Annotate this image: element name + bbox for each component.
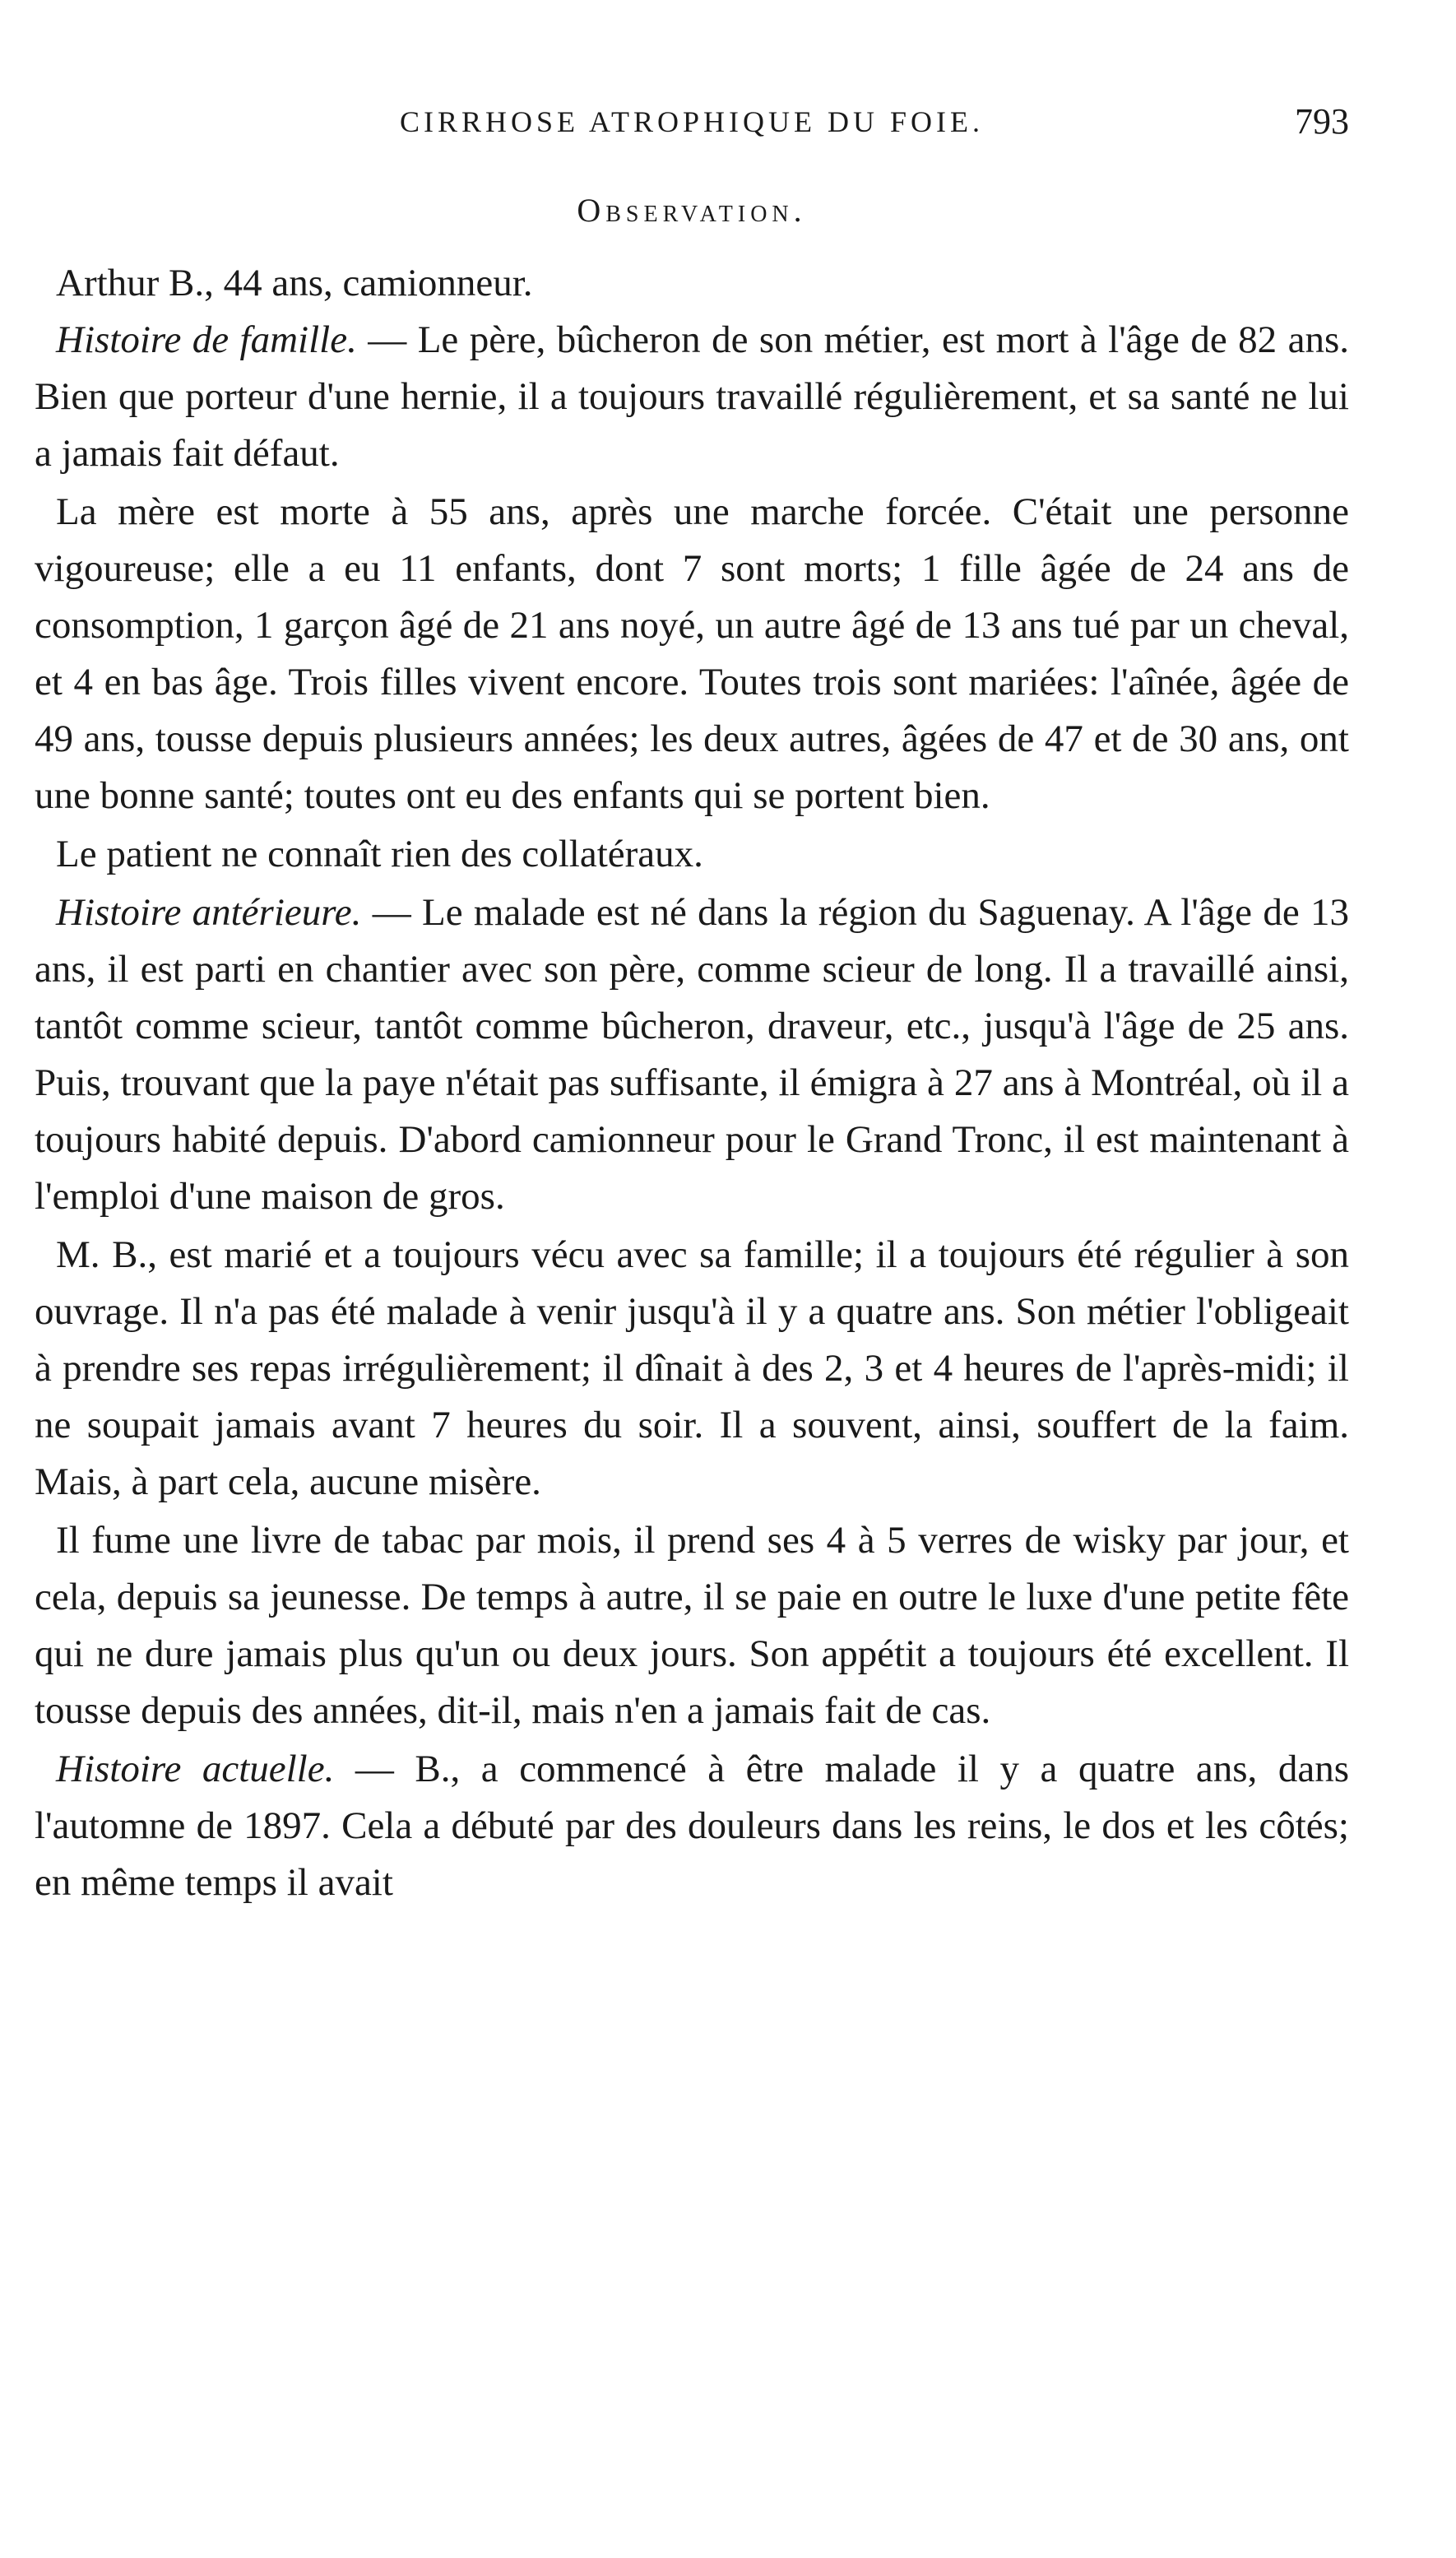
paragraph-text: — Le malade est né dans la région du Saguenay. A l'âge de 13 ans, il est parti en chantier avec son père, comme scieur de long. Il a travaillé ainsi, tantôt comme scieur, tantôt comme bûcheron, draveur, etc., jusqu'à l'âge de 25 ans. Puis, trouvant que la paye n'était pas suffisante, il émigra à 27 ans à Montréal, où il a toujours habité depuis. D'abord camionneur pour le Grand Tronc, il est maintenant à l'emploi d'une maison de gros. <box>35 891 1350 1218</box>
paragraph <box>35 312 1349 482</box>
paragraph-text: — B., a commencé à être malade il y a quatre ans, dans l'automne de 1897. Cela a débuté par des douleurs dans les reins, le dos et les côtés; en même temps il avait <box>35 1748 1349 1904</box>
paragraph <box>35 255 1349 312</box>
paragraph <box>35 1741 1349 1911</box>
paragraph-lead: Histoire antérieure. <box>56 891 362 934</box>
paragraph-text: Il fume une livre de tabac par mois, il prend ses 4 à 5 verres de wisky par jour, et cela, depuis sa jeunesse. De temps à autre, il se paie en outre le luxe d'une petite fête qui ne dure jamais plus qu'un ou deux jours. Son appétit a toujours été excellent. Il tousse depuis des années, dit-il, mais n'en a jamais fait de cas. <box>35 1519 1349 1732</box>
paragraph <box>35 1512 1349 1739</box>
body-text <box>35 255 1349 1913</box>
page-number: 793 <box>1295 101 1349 142</box>
paragraph <box>35 884 1349 1225</box>
page-header <box>35 97 1349 146</box>
paragraph <box>35 1227 1349 1511</box>
paragraph-lead: Histoire actuelle. <box>56 1748 335 1790</box>
paragraph-text: M. B., est marié et a toujours vécu avec sa famille; il a toujours été régulier à son ouvrage. Il n'a pas été malade à venir jusqu'à il y a quatre ans. Son métier l'obligeait à prendre ses repas irrégulièrement; il dînait à des 2, 3 et 4 heures de l'après-midi; il ne soupait jamais avant 7 heures du soir. Il a souvent, ainsi, souffert de la faim. Mais, à part cela, aucune misère. <box>35 1233 1349 1503</box>
paragraph-text: Arthur B., 44 ans, camionneur. <box>56 262 533 304</box>
paragraph <box>35 826 1349 883</box>
document-page <box>35 0 1349 2558</box>
paragraph-lead: Histoire de famille. <box>56 318 357 361</box>
section-heading: Observation. <box>577 192 807 229</box>
paragraph-text: Le patient ne connaît rien des collatéraux. <box>56 833 703 875</box>
paragraph <box>35 484 1349 824</box>
running-title: CIRRHOSE ATROPHIQUE DU FOIE. <box>399 105 985 138</box>
paragraph-text: La mère est morte à 55 ans, après une marche forcée. C'était une personne vigoureuse; elle a eu 11 enfants, dont 7 sont morts; 1 fille âgée de 24 ans de consomption, 1 garçon âgé de 21 ans noyé, un autre âgé de 13 ans tué par un cheval, et 4 en bas âge. Trois filles vivent encore. Toutes trois sont mariées: l'aînée, âgée de 49 ans, tousse depuis plusieurs années; les deux autres, âgées de 47 et de 30 ans, ont une bonne santé; toutes ont eu des enfants qui se portent bien. <box>35 490 1349 817</box>
paragraph-text: — Le père, bûcheron de son métier, est mort à l'âge de 82 ans. Bien que porteur d'une hernie, il a toujours travaillé régulièrement, et sa santé ne lui a jamais fait défaut. <box>35 318 1349 475</box>
